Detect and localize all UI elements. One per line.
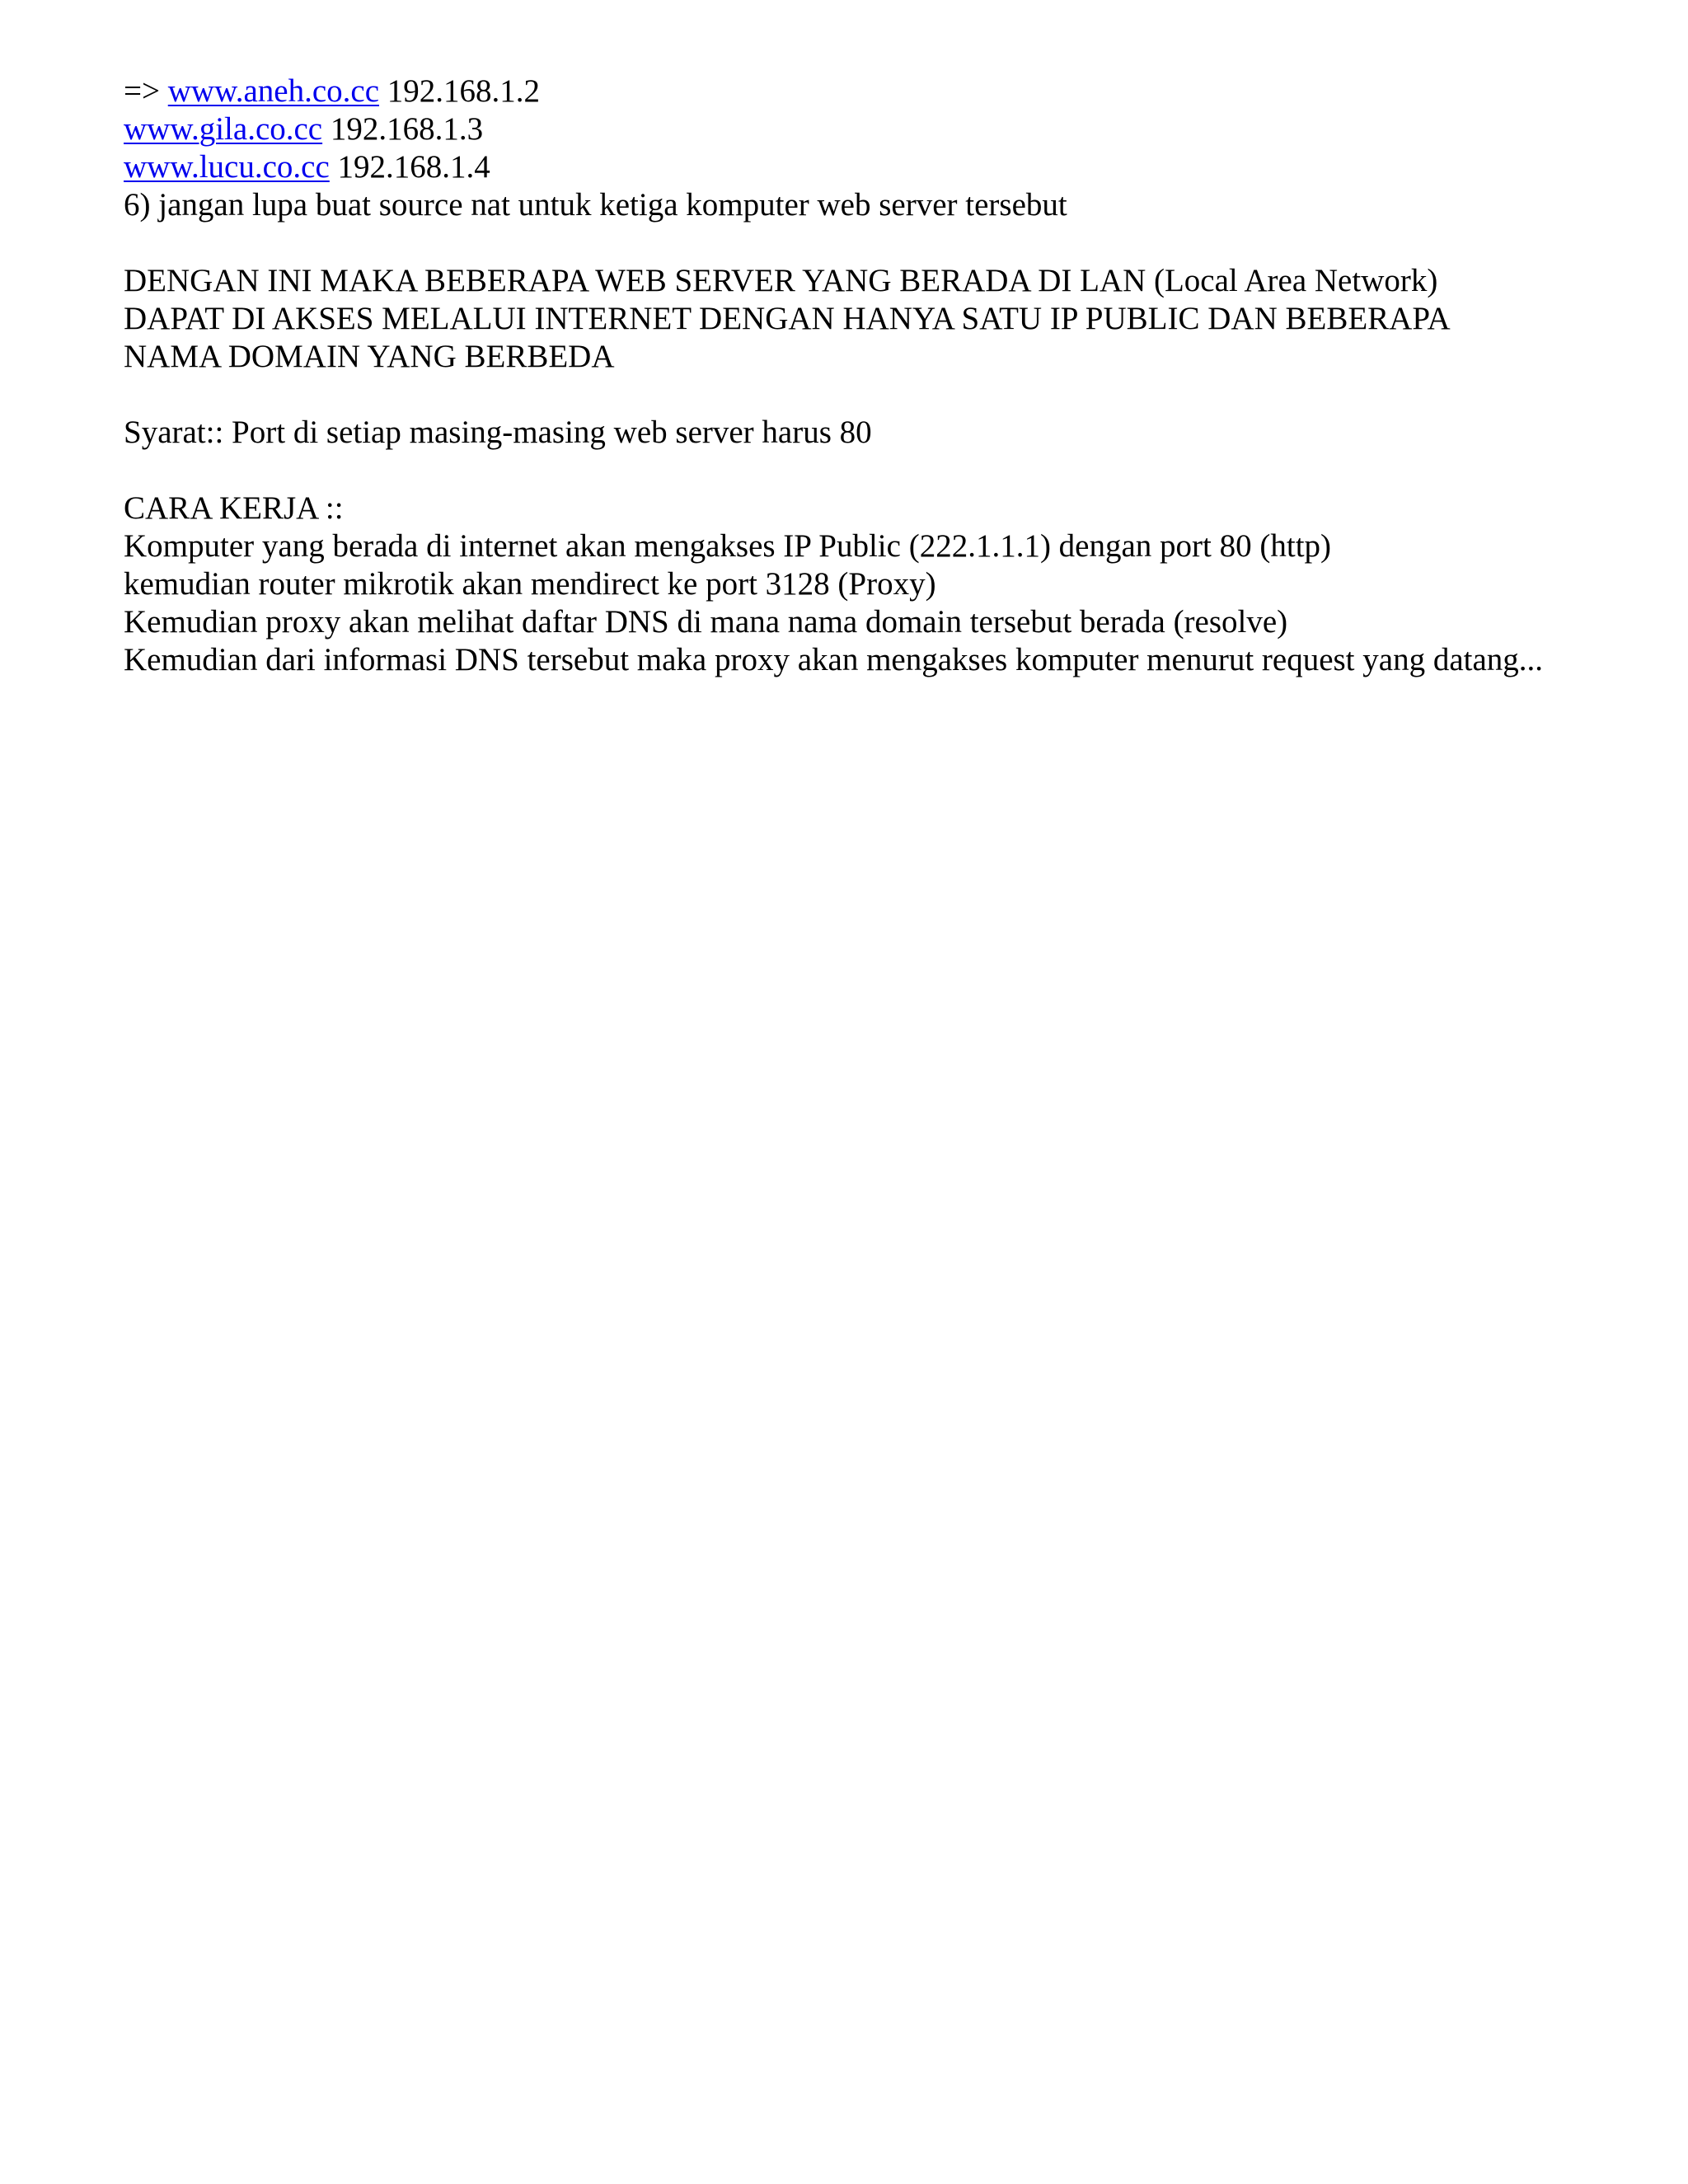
paragraph-gap xyxy=(124,376,1657,414)
domain-entry-3 xyxy=(124,148,1657,186)
how-it-works-line-1: Komputer yang berada di internet akan mengakses IP Public (222.1.1.1) dengan port 80 (http) xyxy=(124,528,1332,564)
how-it-works-line-2: kemudian router mikrotik akan mendirect ke port 3128 (Proxy) xyxy=(124,566,936,602)
conclusion-line-1: DENGAN INI MAKA BEBERAPA WEB SERVER YANG BERADA DI LAN (Local Area Network) xyxy=(124,263,1438,298)
domain-link-aneh[interactable]: www.aneh.co.cc xyxy=(167,73,380,109)
domain-link-gila[interactable]: www.gila.co.cc xyxy=(124,111,323,147)
document-page xyxy=(124,73,1657,679)
ip-address: 192.168.1.3 xyxy=(330,111,484,147)
domain-link-lucu[interactable]: www.lucu.co.cc xyxy=(124,149,330,185)
domain-entry-1 xyxy=(124,73,1657,110)
conclusion-line-3: NAMA DOMAIN YANG BERBEDA xyxy=(124,339,615,374)
step-6-text: 6) jangan lupa buat source nat untuk ketiga komputer web server tersebut xyxy=(124,187,1067,223)
ip-address: 192.168.1.4 xyxy=(337,149,490,185)
ip-address: 192.168.1.2 xyxy=(387,73,541,109)
paragraph-gap xyxy=(124,452,1657,490)
domain-entry-2 xyxy=(124,110,1657,148)
paragraph-gap xyxy=(124,224,1657,262)
how-it-works-line-4: Kemudian dari informasi DNS tersebut maka proxy akan mengakses komputer menurut request yang datang... xyxy=(124,642,1544,677)
arrow-marker: => xyxy=(124,73,160,109)
requirement-text: Syarat:: Port di setiap masing-masing web server harus 80 xyxy=(124,415,872,450)
conclusion-line-2: DAPAT DI AKSES MELALUI INTERNET DENGAN HANYA SATU IP PUBLIC DAN BEBERAPA xyxy=(124,301,1451,336)
how-it-works-line-3: Kemudian proxy akan melihat daftar DNS di mana nama domain tersebut berada (resolve) xyxy=(124,604,1288,640)
how-it-works-heading: CARA KERJA :: xyxy=(124,490,344,526)
